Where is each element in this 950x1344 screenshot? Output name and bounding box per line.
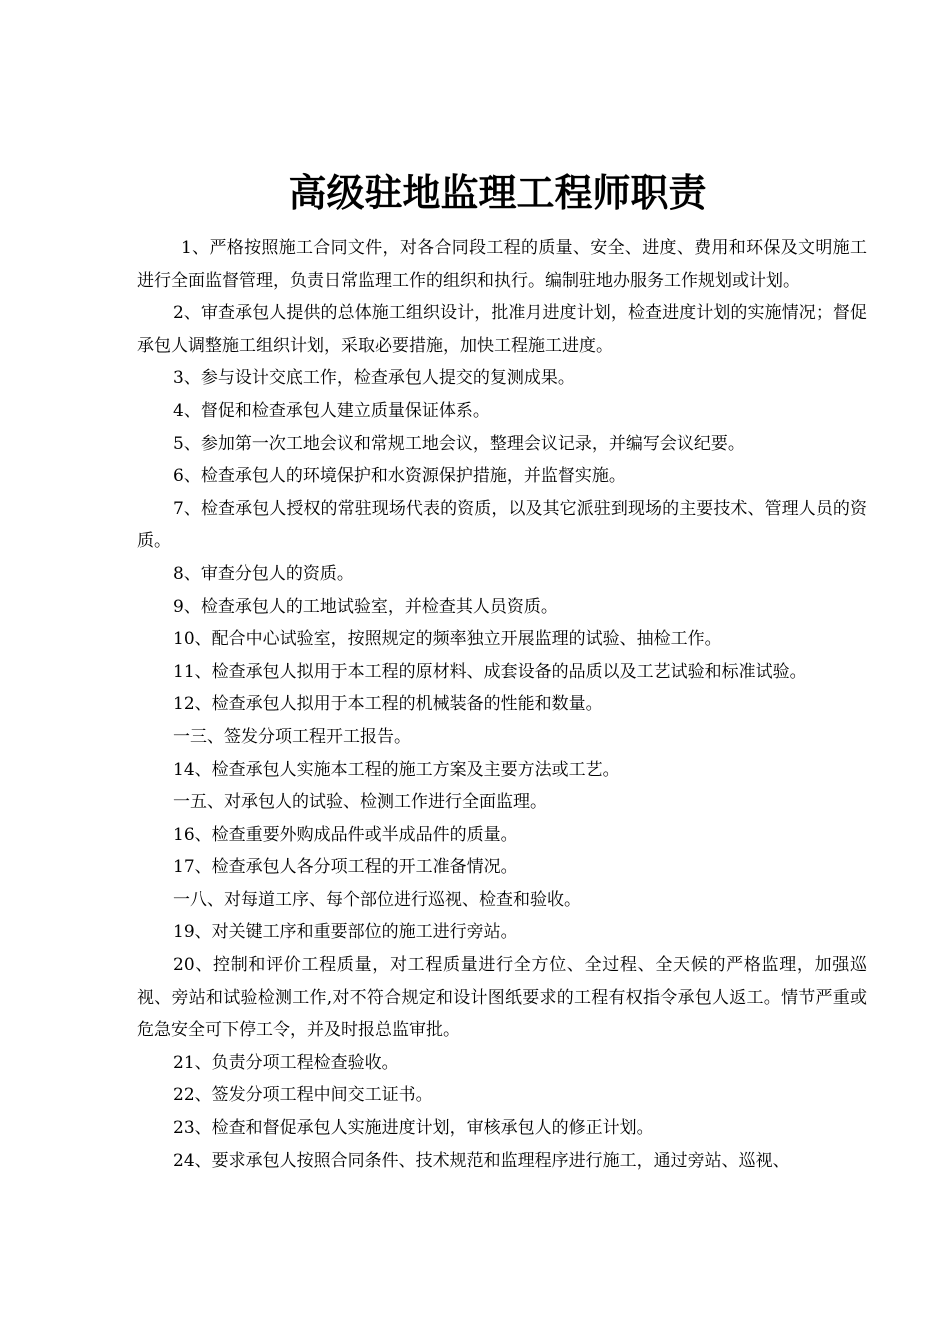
paragraph-19: 19、对关键工序和重要部位的施工进行旁站。	[173, 922, 518, 943]
paragraph-15: 一五、对承包人的试验、检测工作进行全面监理。	[173, 792, 547, 813]
paragraph-13: 一三、签发分项工程开工报告。	[173, 726, 411, 747]
paragraph-4: 4、督促和检查承包人建立质量保证体系。	[173, 400, 490, 421]
document-body	[137, 232, 867, 1177]
paragraph-9: 9、检查承包人的工地试验室，并检查其人员资质。	[173, 596, 558, 617]
paragraph-16: 16、检查重要外购成品件或半成品件的质量。	[173, 824, 518, 845]
paragraph-22: 22、签发分项工程中间交工证书。	[173, 1085, 433, 1106]
paragraph-17: 17、检查承包人各分项工程的开工准备情况。	[173, 857, 518, 878]
paragraph-18: 一八、对每道工序、每个部位进行巡视、检查和验收。	[173, 889, 581, 910]
paragraph-21: 21、负责分项工程检查验收。	[173, 1052, 399, 1073]
paragraph-20: 20、控制和评价工程质量，对工程质量进行全方位、全过程、全天候的严格监理，加强巡视、旁站和试验检测工作,对不符合规定和设计图纸要求的工程有权指令承包人返工。情节严重或危急安全可下停工令，并及时报总监审批。	[137, 955, 867, 1041]
paragraph-1: 1、严格按照施工合同文件，对各合同段工程的质量、安全、进度、费用和环保及文明施工进行全面监督管理，负责日常监理工作的组织和执行。编制驻地办服务工作规划或计划。	[137, 238, 867, 291]
document-title: 高级驻地监理工程师职责	[288, 170, 707, 215]
paragraph-8: 8、审查分包人的资质。	[173, 563, 354, 584]
paragraph-23: 23、检查和督促承包人实施进度计划，审核承包人的修正计划。	[173, 1118, 654, 1139]
paragraph-10: 10、配合中心试验室，按照规定的频率独立开展监理的试验、抽检工作。	[173, 629, 722, 650]
paragraph-12: 12、检查承包人拟用于本工程的机械装备的性能和数量。	[173, 694, 603, 715]
paragraph-24: 24、要求承包人按照合同条件、技术规范和监理程序进行施工，通过旁站、巡视、	[173, 1150, 790, 1171]
paragraph-6: 6、检查承包人的环境保护和水资源保护措施，并监督实施。	[173, 466, 626, 487]
paragraph-7: 7、检查承包人授权的常驻现场代表的资质，以及其它派驻到现场的主要技术、管理人员的资质。	[137, 498, 867, 552]
paragraph-2: 2、审查承包人提供的总体施工组织设计，批准月进度计划，检查进度计划的实施情况；督促承包人调整施工组织计划，采取必要措施，加快工程施工进度。	[137, 303, 867, 356]
paragraph-5: 5、参加第一次工地会议和常规工地会议，整理会议记录，并编写会议纪要。	[173, 433, 745, 454]
paragraph-11: 11、检查承包人拟用于本工程的原材料、成套设备的品质以及工艺试验和标准试验。	[173, 661, 807, 682]
paragraph-14: 14、检查承包人实施本工程的施工方案及主要方法或工艺。	[173, 759, 620, 780]
paragraph-3: 3、参与设计交底工作，检查承包人提交的复测成果。	[173, 368, 575, 389]
